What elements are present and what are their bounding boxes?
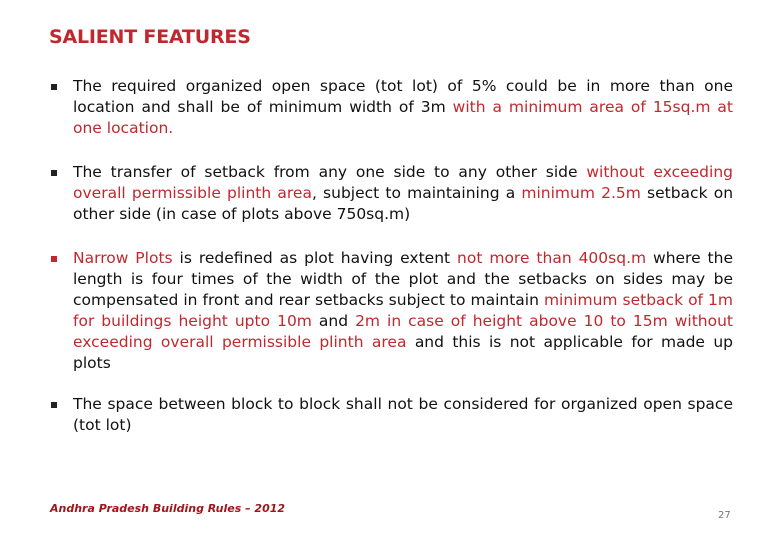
bullet-text	[73, 395, 733, 434]
text-segment: The space between block to block shall not be considered for organized open space (tot lot)	[73, 395, 733, 434]
highlight-segment: minimum 2.5m	[521, 184, 641, 202]
bullet-item	[49, 76, 733, 139]
bullet-text	[73, 163, 733, 223]
text-segment: and this is not applicable for made up plots	[73, 333, 733, 372]
text-segment: The transfer of setback from any one side to any other side	[73, 163, 587, 181]
bullet-item	[49, 394, 733, 436]
bullet-item	[49, 162, 733, 225]
square-bullet-icon	[51, 256, 57, 262]
page-number: 27	[718, 510, 731, 521]
highlight-segment: not more than 400sq.m	[457, 249, 647, 267]
highlight-segment: with a minimum area of 15sq.m at one location.	[73, 98, 733, 137]
text-segment: is redefined as plot having extent	[172, 249, 458, 267]
bullet-item	[49, 248, 733, 374]
footer-text: Andhra Pradesh Building Rules – 2012	[50, 502, 286, 515]
text-segment: setback on other side (in case of plots above 750sq.m)	[73, 184, 734, 223]
highlight-segment: Narrow Plots	[73, 249, 173, 267]
square-bullet-icon	[51, 402, 57, 408]
text-segment: and	[311, 312, 356, 330]
text-segment: where the length is four times of the width of the plot and the setbacks on sides may be compensated in front and rear setbacks subject to maintain	[73, 249, 733, 309]
square-bullet-icon	[51, 84, 57, 90]
bullet-text	[73, 77, 733, 137]
bullet-text	[73, 249, 733, 372]
highlight-segment: without exceeding overall permissible plinth area	[73, 163, 733, 202]
highlight-segment: minimum setback of 1m for buildings height upto 10m	[73, 291, 733, 330]
bullet-list	[49, 76, 733, 461]
highlight-segment: 2m in case of height above 10 to 15m without exceeding overall permissible plinth area	[73, 312, 733, 351]
text-segment: The required organized open space (tot lot) of 5% could be in more than one location and shall be of minimum width of 3m	[73, 77, 733, 116]
square-bullet-icon	[51, 170, 57, 176]
text-segment: , subject to maintaining a	[311, 184, 522, 202]
slide-title: SALIENT FEATURES	[49, 26, 251, 48]
